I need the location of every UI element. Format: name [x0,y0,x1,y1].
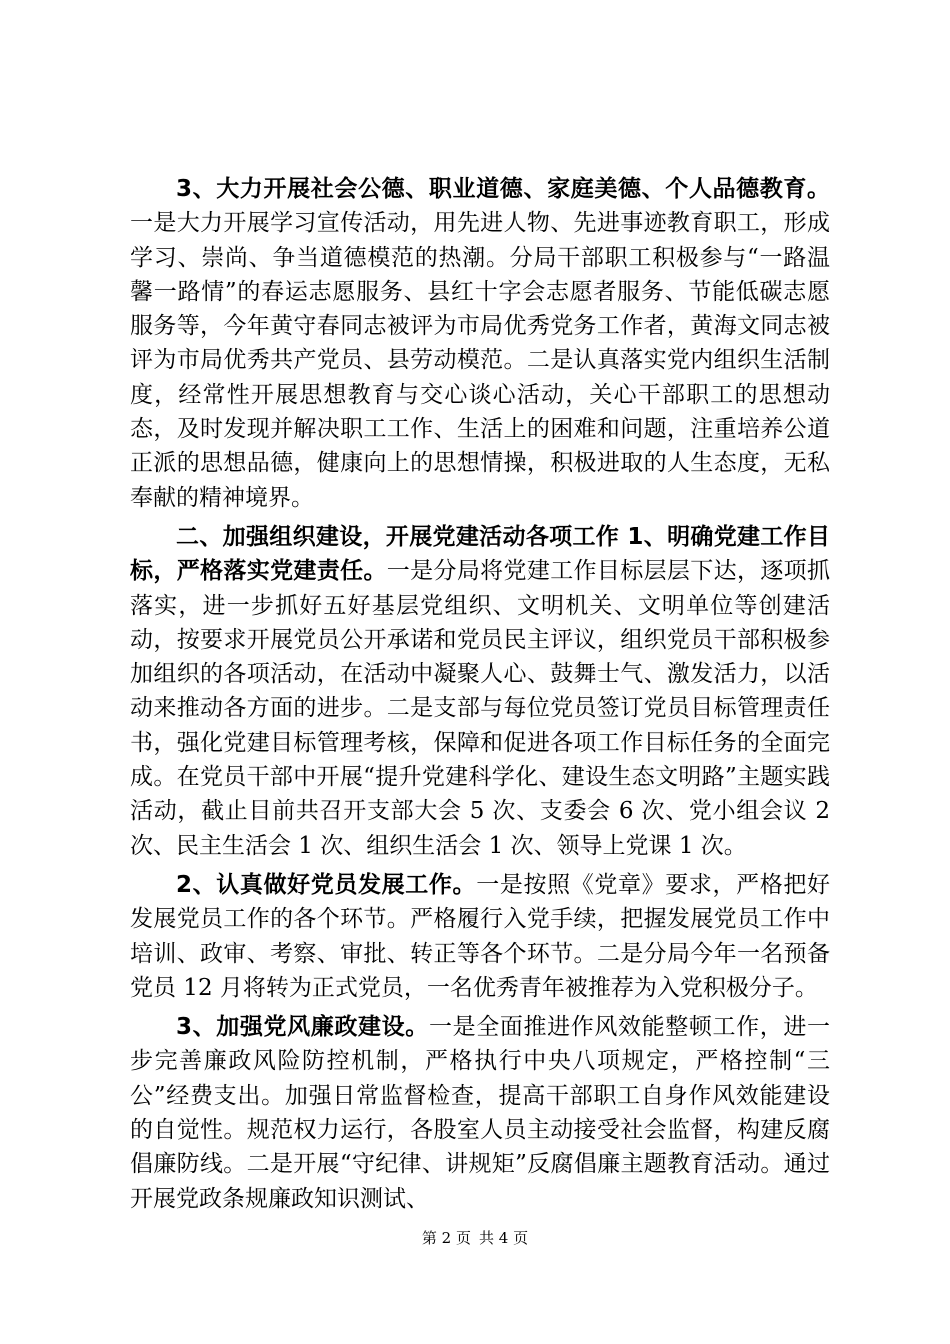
paragraph-moral-education [130,172,830,515]
paragraph-member-development [130,868,830,1005]
paragraph-heading: 二、加强组织建设，开展党建活动各项工作 1、明确党建工作目标，严格落实党建责任。 [130,523,830,585]
paragraph-text: 一是大力开展学习宣传活动，用先进人物、先进事迹教育职工，形成学习、崇尚、争当道德模范的热潮。分局干部职工积极参与“一路温馨一路情”的春运志愿服务、县红十字会志愿者服务、节能低碳志愿服务等，今年黄守春同志被评为市局优秀党务工作者，黄海文同志被评为市局优秀共产党员、县劳动模范。二是认真落实党内组织生活制度，经常性开展思想教育与交心谈心活动，关心干部职工的思想动态，及时发现并解决职工工作、生活上的困难和问题，注重培养公道正派的思想品德，健康向上的思想情操，积极进取的人生态度，无私奉献的精神境界。 [130,210,830,511]
paragraph-heading: 3、大力开展社会公德、职业道德、家庭美德、个人品德教育。 [176,176,830,202]
paragraph-integrity-building [130,1010,830,1216]
paragraph-text: 一是分局将党建工作目标层层下达，逐项抓落实，进一步抓好五好基层党组织、文明机关、文明单位等创建活动，按要求开展党员公开承诺和党员民主评议，组织党员干部积极参加组织的各项活动，在活动中凝聚人心、鼓舞士气、激发活力，以活动来推动各方面的进步。二是支部与每位党员签订党员目标管理责任书，强化党建目标管理考核，保障和促进各项工作目标任务的全面完成。在党员干部中开展“提升党建科学化、建设生态文明路”主题实践活动，截止目前共召开支部大会 5 次、支委会 6 次、党小组会议 2 次、民主生活会 1 次、组织生活会 1 次、领导上党课 1 次。 [130,558,831,859]
paragraph-heading: 2、认真做好党员发展工作。 [176,871,477,898]
paragraph-organization-building [130,520,830,863]
page-total: 共 4 页 [479,1229,529,1247]
paragraph-text: 一是全面推进作风效能整顿工作，进一步完善廉政风险防控机制，严格执行中央八项规定，严格控制“三公”经费支出。加强日常监督检查，提高干部职工自身作风效能建设的自觉性。规范权力运行，各股室人员主动接受社会监督，构建反腐倡廉防线。二是开展“守纪律、讲规矩”反腐倡廉主题教育活动。通过开展党政条规廉政知识测试、 [130,1014,831,1212]
paragraph-text: 一是按照《党章》要求，严格把好发展党员工作的各个环节。严格履行入党手续，把握发展党员工作中培训、政审、考察、审批、转正等各个环节。二是分局今年一名预备党员 12 月将转为正式党员，一名优秀青年被推荐为入党积极分子。 [130,871,830,1001]
page-footer [0,1228,950,1248]
document-body [130,172,830,1216]
paragraph-heading: 3、加强党风廉政建设。 [176,1014,429,1041]
page-number: 第 2 页 [421,1229,471,1247]
